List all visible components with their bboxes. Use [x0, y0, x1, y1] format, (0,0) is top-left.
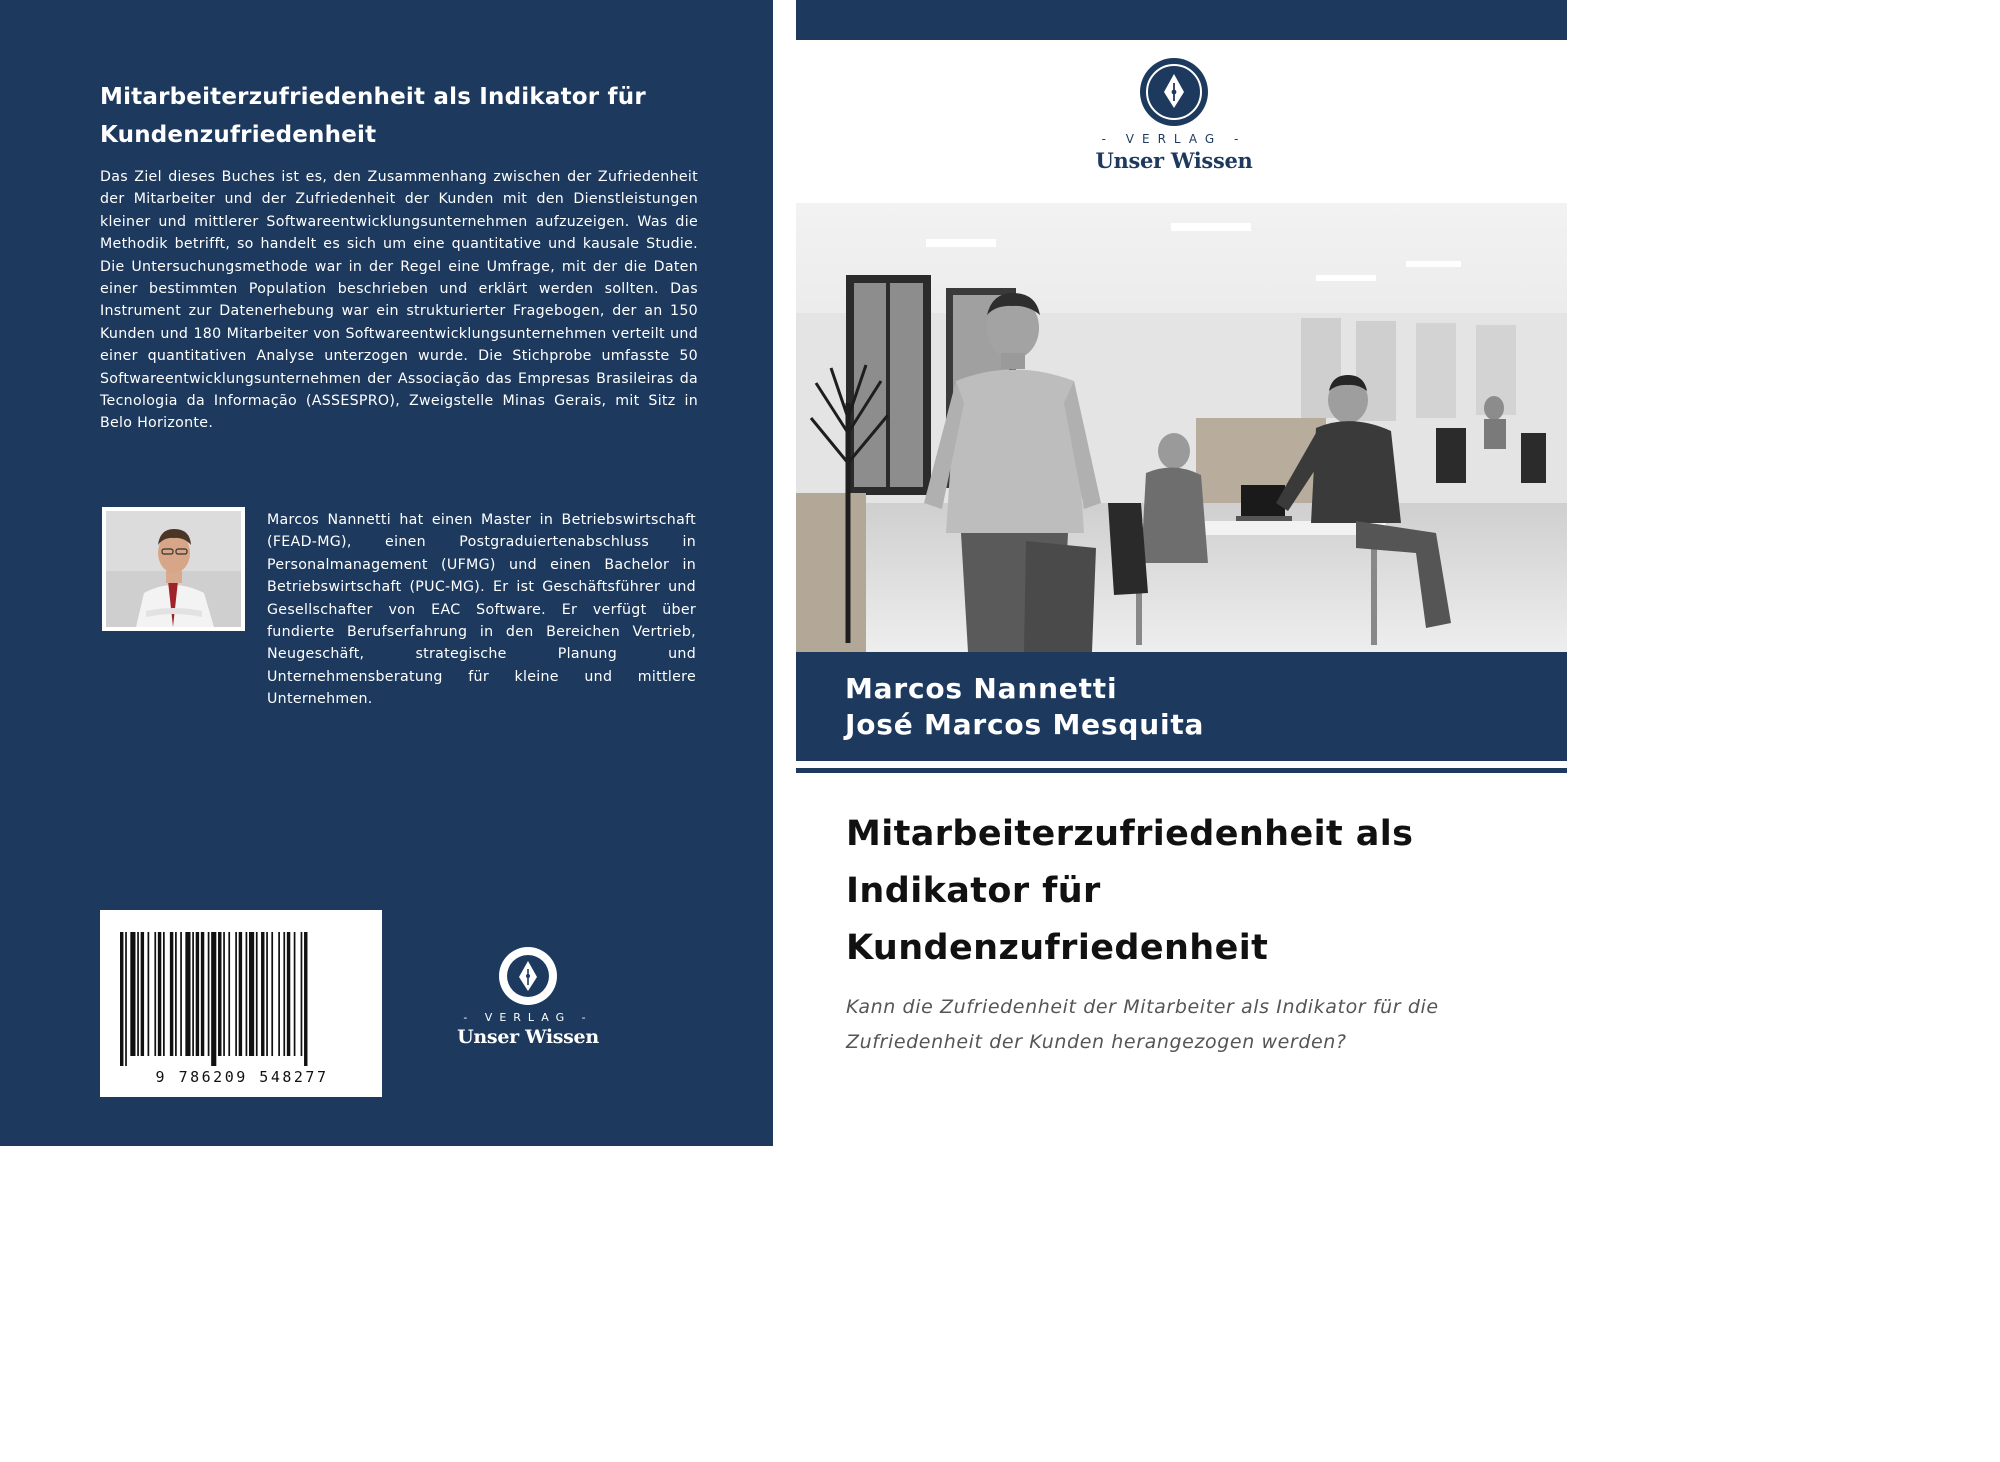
author-band: [796, 652, 1567, 761]
author-name-1: Marcos Nannetti: [845, 672, 1118, 705]
publisher-name: Unser Wissen: [457, 1026, 599, 1048]
author-portrait-image: [106, 511, 241, 627]
fountain-pen-nib-icon: [1138, 56, 1210, 128]
author-name-2: José Marcos Mesquita: [845, 708, 1205, 741]
back-cover-description: Das Ziel dieses Buches ist es, den Zusammenhang zwischen der Zufriedenheit der Mitarbeiter und der Zufriedenheit der Kunden mit den Dienstleistungen kleiner und mittlerer Softwareentwicklungsunternehmen aufzuzeigen. Was die Methodik betrifft, so handelt es sich um eine quantitative und kausale Studie. Die Untersuchungsmethode war in der Regel eine Umfrage, mit der die Daten einer bestimmten Population beschrieben und erklärt werden sollten. Das Instrument zur Datenerhebung war ein strukturierter Fragebogen, der an 150 Kunden und 180 Mitarbeiter von Softwareentwicklungsunternehmen verteilt und einer quantitativen Analyse unterzogen wurde. Die Stichprobe umfasste 50 Softwareentwicklungsunternehmen der Associação das Empresas Brasileiras da Tecnologia da Informação (ASSESPRO), Zweigstelle Minas Gerais, mit Sitz in Belo Horizonte.: [100, 169, 698, 432]
front-cover-subtitle: [846, 990, 1546, 1060]
publisher-name: Unser Wissen: [1095, 148, 1253, 173]
author-photo: [102, 507, 245, 631]
author-biography: Marcos Nannetti hat einen Master in Betriebswirtschaft (FEAD-MG), einen Postgraduiertenabschluss in Personalmanagement (UFMG) und einen Bachelor in Betriebswirtschaft (PUC-MG). Er ist Geschäftsführer und Gesellschafter von EAC Software. Er verfügt über fundierte Berufserfahrung in den Bereichen Vertrieb, Neugeschäft, strategische Planung und Unternehmensberatung für kleine und mittlere Unternehmen.: [267, 512, 696, 708]
front-title-line-3: Kundenzufriedenheit: [846, 928, 1269, 968]
front-title-line-1: Mitarbeiterzufriedenheit als: [846, 814, 1414, 854]
front-cover-title: [846, 806, 1546, 977]
front-title-line-2: Indikator für: [846, 871, 1101, 911]
isbn-digits: 9 786209 548277: [155, 1068, 329, 1086]
fountain-pen-nib-icon: [497, 945, 559, 1007]
front-publisher-logo: [1086, 56, 1262, 173]
cover-office-photo: [796, 203, 1567, 652]
publisher-verlag-label: - VERLAG -: [463, 1011, 593, 1024]
front-top-bar: [796, 0, 1567, 40]
front-subtitle-line-2: Zufriedenheit der Kunden herangezogen werden?: [846, 1031, 1347, 1053]
isbn-barcode: [100, 910, 382, 1097]
back-cover-title: Mitarbeiterzufriedenheit als Indikator für Kundenzufriedenheit: [100, 84, 646, 148]
publisher-verlag-label: - VERLAG -: [1101, 132, 1247, 146]
office-scene-image: [796, 203, 1567, 652]
back-cover: [0, 0, 773, 1146]
barcode-bars: [114, 928, 370, 1086]
divider-line: [796, 768, 1567, 773]
front-subtitle-line-1: Kann die Zufriedenheit der Mitarbeiter als Indikator für die: [846, 996, 1439, 1018]
back-publisher-logo: [440, 945, 616, 1048]
